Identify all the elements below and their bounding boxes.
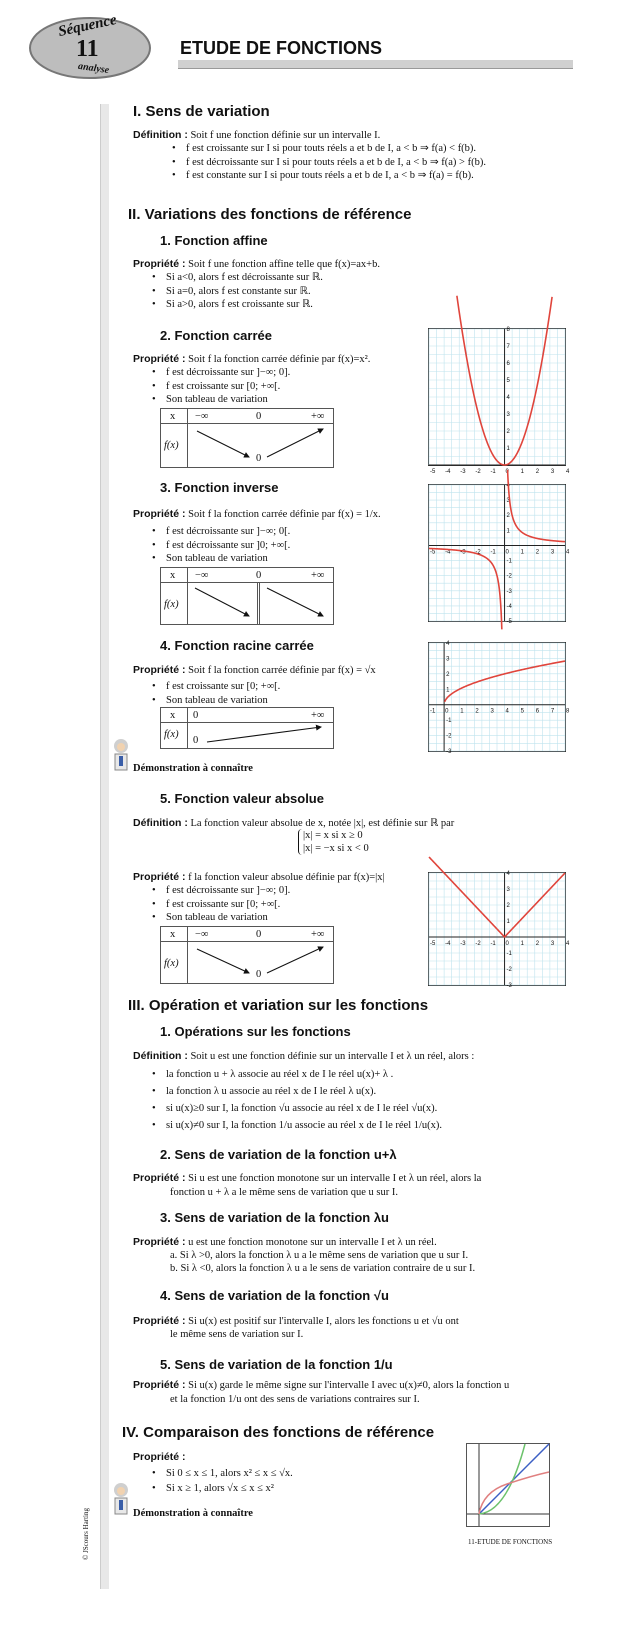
- s2-affine-list: [152, 271, 323, 312]
- title-rule: [178, 60, 573, 69]
- list-item: • la fonction λ u associe au réel x de I le réel λ u(x).: [152, 1086, 377, 1097]
- list-item: • si u(x)≠0 sur I, la fonction 1/u associe au réel x de I le réel 1/u(x).: [152, 1120, 443, 1131]
- table-cell: f(x): [164, 958, 179, 969]
- y-tick-label: 1: [506, 919, 510, 925]
- x-tick-label: 3: [550, 469, 555, 475]
- x-tick-label: 6: [535, 708, 540, 715]
- x-tick-label: -4: [445, 941, 451, 947]
- x-tick-label: 2: [535, 469, 540, 475]
- list-item: • f est décroissante sur ]−∞; 0[.: [152, 526, 291, 537]
- x-tick-label: 1: [520, 941, 525, 947]
- s2-square-heading: 2. Fonction carrée: [160, 328, 272, 343]
- table-cell: 0: [256, 570, 262, 581]
- y-tick-label: 3: [506, 412, 510, 418]
- x-tick-label: -1: [490, 549, 496, 556]
- y-tick-label: 7: [506, 344, 510, 350]
- x-tick-label: 3: [490, 708, 494, 715]
- table-cell: x: [170, 710, 176, 721]
- graph-square: [428, 327, 570, 475]
- section-4-heading: IV. Comparaison des fonctions de référence: [122, 1424, 435, 1441]
- series-line: [505, 469, 565, 542]
- table-cell: +∞: [311, 411, 325, 422]
- x-tick-label: 4: [505, 708, 509, 715]
- page-footer: 11-ETUDE DE FONCTIONS: [468, 1538, 553, 1546]
- list-item: • si u(x)≥0 sur I, la fonction √u associe au réel x de I le réel √u(x).: [152, 1103, 438, 1114]
- s2-square-prop: Propriété : Soit f la fonction carrée définie par f(x)=x².: [133, 353, 371, 365]
- sqrt-curve-plot: [429, 641, 570, 755]
- s3-p5-prop-cont: et la fonction 1/u ont des sens de variations contraires sur I.: [170, 1394, 420, 1405]
- professor-icon: [110, 738, 132, 774]
- y-tick-label: 8: [506, 327, 510, 333]
- s1-definition: Définition : Soit f une fonction définie sur un intervalle I.: [133, 129, 381, 141]
- variation-table-sqrt: [160, 707, 334, 749]
- table-cell: 0: [256, 453, 262, 464]
- table-cell: 0: [193, 735, 199, 746]
- s2-sqrt-list: [152, 680, 280, 707]
- x-tick-label: 0: [445, 708, 449, 715]
- list-item: • Si a<0, alors f est décroissante sur ℝ.: [152, 272, 323, 283]
- section-3-heading: III. Opération et variation sur les fonctions: [128, 997, 429, 1014]
- graph-sqrt: [428, 641, 570, 755]
- s2-inverse-prop: Propriété : Soit f la fonction carrée définie par f(x) = 1/x.: [133, 508, 381, 520]
- x-tick-label: -1: [490, 941, 496, 947]
- sidebar-bar: [100, 104, 109, 1589]
- badge-bottom: analyse: [77, 60, 110, 77]
- s3-p3-b: b. Si λ <0, alors la fonction λ u a le sens de variation contraire de u sur I.: [170, 1263, 476, 1274]
- y-tick-label: 4: [506, 871, 510, 877]
- table-cell: +∞: [311, 929, 325, 940]
- variation-arrows: [187, 582, 333, 624]
- s2-abs-def: Définition : La fonction valeur absolue de x, notée |x|, est définie sur ℝ par: [133, 817, 455, 829]
- table-cell: x: [170, 570, 176, 581]
- section-1-heading: I. Sens de variation: [133, 103, 270, 120]
- x-tick-label: -3: [460, 469, 466, 475]
- x-tick-label: -5: [430, 941, 436, 947]
- professor-icon: [110, 1482, 132, 1518]
- y-tick-label: -1: [506, 558, 512, 565]
- variation-table-square: [160, 408, 334, 468]
- y-tick-label: 3: [506, 498, 510, 505]
- x-tick-label: -3: [460, 549, 466, 556]
- x-tick-label: 4: [566, 469, 570, 475]
- variation-arrows: [187, 941, 333, 983]
- s2-sqrt-prop: Propriété : Soit f la fonction carrée définie par f(x) = √x: [133, 664, 376, 676]
- table-cell: 0: [256, 411, 262, 422]
- s1-list: [172, 142, 486, 183]
- x-tick-label: 1: [520, 549, 525, 556]
- equation: |x| = x si x ≥ 0: [303, 830, 363, 841]
- y-tick-label: -2: [506, 967, 512, 973]
- table-cell: f(x): [164, 440, 179, 451]
- list-item: • Si x ≥ 1, alors √x ≤ x ≤ x²: [152, 1483, 274, 1494]
- x-tick-label: 5: [520, 708, 525, 715]
- s3-ops-heading: 1. Opérations sur les fonctions: [160, 1024, 351, 1039]
- list-item: • Son tableau de variation: [152, 553, 268, 564]
- list-item: • Son tableau de variation: [152, 394, 268, 405]
- badge-top: Séquence: [56, 12, 119, 40]
- y-tick-label: 1: [506, 446, 510, 452]
- y-tick-label: -1: [446, 718, 452, 725]
- s3-p5-heading: 5. Sens de variation de la fonction 1/u: [160, 1357, 393, 1372]
- square-curve-plot: [429, 327, 570, 475]
- list-item: • f est décroissante sur ]−∞; 0].: [152, 885, 291, 896]
- y-tick-label: 5: [506, 378, 510, 384]
- y-tick-label: 2: [446, 671, 450, 678]
- page-title: ETUDE DE FONCTIONS: [180, 38, 383, 58]
- comparison-graph: [466, 1443, 550, 1527]
- demo-label-2: Démonstration à connaître: [133, 1508, 253, 1519]
- list-item: • f est décroissante sur ]0; +∞[.: [152, 539, 291, 551]
- table-cell: −∞: [195, 929, 209, 940]
- x-tick-label: 0: [505, 549, 509, 556]
- list-item: • f est croissante sur [0; +∞[.: [152, 898, 281, 910]
- x-tick-label: -5: [430, 549, 436, 556]
- badge-number: 11: [76, 36, 99, 62]
- x-tick-label: 1: [520, 469, 525, 475]
- x-tick-label: -1: [490, 469, 496, 475]
- s2-square-list: [152, 366, 290, 407]
- x-tick-label: 2: [475, 708, 479, 715]
- x-tick-label: 2: [535, 549, 540, 556]
- list-item: • f est décroissante sur ]−∞; 0].: [152, 367, 291, 378]
- y-tick-label: 3: [446, 656, 450, 663]
- table-cell: x: [170, 411, 176, 422]
- graph-abs: [428, 871, 570, 989]
- y-tick-label: 4: [506, 483, 510, 489]
- variation-table-inverse: [160, 567, 334, 625]
- s3-p3-prop: Propriété : u est une fonction monotone sur un intervalle I et λ un réel.: [133, 1236, 437, 1248]
- s2-abs-heading: 5. Fonction valeur absolue: [160, 791, 324, 806]
- x-tick-label: 3: [550, 549, 555, 556]
- s2-inverse-heading: 3. Fonction inverse: [160, 480, 279, 495]
- y-tick-label: 2: [506, 429, 510, 435]
- x-tick-label: 4: [566, 941, 570, 947]
- y-tick-label: -5: [506, 619, 512, 625]
- list-item: • Son tableau de variation: [152, 912, 268, 923]
- list-item: • f est constante sur I si pour touts réels a et b de I, a < b ⇒ f(a) = f(b).: [172, 170, 474, 181]
- s2-sqrt-heading: 4. Fonction racine carrée: [160, 638, 314, 653]
- y-tick-label: -3: [506, 983, 512, 989]
- x-tick-label: 7: [550, 708, 555, 715]
- table-cell: +∞: [311, 710, 325, 721]
- abs-system: [298, 829, 369, 855]
- inverse-curve-plot: [429, 483, 570, 625]
- sequence-badge: [28, 12, 160, 80]
- s2-inverse-list: [152, 525, 290, 566]
- y-tick-label: 1: [446, 687, 450, 694]
- s3-p4-prop-cont: le même sens de variation sur I.: [170, 1329, 304, 1340]
- s2-affine-heading: 1. Fonction affine: [160, 233, 268, 248]
- table-cell: f(x): [164, 599, 179, 610]
- graph-inverse: [428, 483, 570, 625]
- s3-ops-def: Définition : Soit u est une fonction définie sur un intervalle I et λ un réel, alors :: [133, 1050, 475, 1062]
- y-tick-label: -1: [506, 951, 512, 957]
- x-tick-label: -4: [445, 549, 451, 556]
- x-tick-label: -2: [475, 469, 481, 475]
- list-item: • f est décroissante sur I si pour touts réels a et b de I, a < b ⇒ f(a) > f(b).: [172, 156, 486, 168]
- table-cell: −∞: [195, 411, 209, 422]
- x-tick-label: 0: [505, 469, 509, 475]
- x-tick-label: -2: [475, 941, 481, 947]
- table-cell: 0: [193, 710, 199, 721]
- list-item: • Si 0 ≤ x ≤ 1, alors x² ≤ x ≤ √x.: [152, 1468, 293, 1479]
- table-cell: x: [170, 929, 176, 940]
- variation-table-abs: [160, 926, 334, 984]
- y-tick-label: 2: [506, 513, 510, 520]
- x-tick-label: 0: [505, 941, 509, 947]
- y-tick-label: 1: [506, 528, 510, 535]
- x-tick-label: -3: [460, 941, 466, 947]
- comparison-plot: [467, 1444, 549, 1526]
- list-item: • f est croissante sur I si pour touts réels a et b de I, a < b ⇒ f(a) < f(b).: [172, 143, 477, 154]
- demo-label-1: Démonstration à connaître: [133, 763, 253, 774]
- y-tick-label: -4: [506, 603, 512, 610]
- s3-p4-prop: Propriété : Si u(x) est positif sur l'intervalle I, alors les fonctions u et √u ont: [133, 1315, 459, 1327]
- table-cell: f(x): [164, 729, 179, 740]
- x-tick-label: 4: [566, 549, 570, 556]
- s4-list: [152, 1466, 293, 1496]
- table-cell: −∞: [195, 570, 209, 581]
- s3-p3-heading: 3. Sens de variation de la fonction λu: [160, 1210, 389, 1225]
- y-tick-label: 4: [446, 641, 450, 647]
- copyright: © JScours Harting: [82, 1508, 90, 1560]
- variation-arrows: [187, 722, 333, 748]
- y-tick-label: -3: [446, 749, 452, 755]
- s2-abs-list: [152, 884, 290, 925]
- y-tick-label: 6: [506, 361, 510, 367]
- equation: |x| = −x si x < 0: [303, 843, 369, 854]
- section-2-heading: II. Variations des fonctions de référence: [128, 206, 412, 223]
- x-tick-label: 2: [535, 941, 540, 947]
- x-tick-label: 8: [566, 708, 570, 715]
- list-item: • Son tableau de variation: [152, 694, 268, 706]
- list-item: • f est croissante sur [0; +∞[.: [152, 681, 281, 692]
- list-item: • f est croissante sur [0; +∞[.: [152, 380, 281, 392]
- y-tick-label: -2: [506, 573, 512, 580]
- s3-p2-prop: Propriété : Si u est une fonction monotone sur un intervalle I et λ un réel, alors la: [133, 1172, 482, 1184]
- abs-curve-plot: [429, 871, 570, 989]
- list-item: • Si a=0, alors f est constante sur ℝ.: [152, 285, 311, 297]
- y-tick-label: 3: [506, 887, 510, 893]
- s3-p3-a: a. Si λ >0, alors la fonction λ u a le même sens de variation que u sur I.: [170, 1250, 469, 1261]
- s3-p2-heading: 2. Sens de variation de la fonction u+λ: [160, 1147, 397, 1162]
- s4-prop-label: Propriété :: [133, 1451, 186, 1463]
- s2-affine-prop: Propriété : Soit f une fonction affine telle que f(x)=ax+b.: [133, 258, 380, 270]
- table-cell: +∞: [311, 570, 325, 581]
- s3-p2-prop-cont: fonction u + λ a le même sens de variation que u sur I.: [170, 1187, 398, 1198]
- s3-p4-heading: 4. Sens de variation de la fonction √u: [160, 1288, 389, 1303]
- table-cell: 0: [256, 969, 262, 980]
- s3-ops-list: [152, 1066, 442, 1134]
- x-tick-label: -2: [475, 549, 481, 556]
- list-item: • la fonction u + λ associe au réel x de I le réel u(x)+ λ .: [152, 1069, 394, 1080]
- x-tick-label: -1: [430, 708, 436, 715]
- y-tick-label: -2: [446, 733, 452, 740]
- y-tick-label: 2: [506, 903, 510, 909]
- x-tick-label: -4: [445, 469, 451, 475]
- x-tick-label: 1: [460, 708, 464, 715]
- table-cell: 0: [256, 929, 262, 940]
- variation-arrows: [187, 423, 333, 467]
- x-tick-label: -5: [430, 469, 436, 475]
- s3-p5-prop: Propriété : Si u(x) garde le même signe sur l'intervalle I avec u(x)≠0, alors la fonction u: [133, 1379, 510, 1391]
- s2-abs-prop: Propriété : f la fonction valeur absolue définie par f(x)=|x|: [133, 871, 385, 883]
- y-tick-label: 4: [506, 395, 510, 401]
- y-tick-label: -3: [506, 588, 512, 595]
- x-tick-label: 3: [550, 941, 555, 947]
- list-item: • Si a>0, alors f est croissante sur ℝ.: [152, 299, 313, 310]
